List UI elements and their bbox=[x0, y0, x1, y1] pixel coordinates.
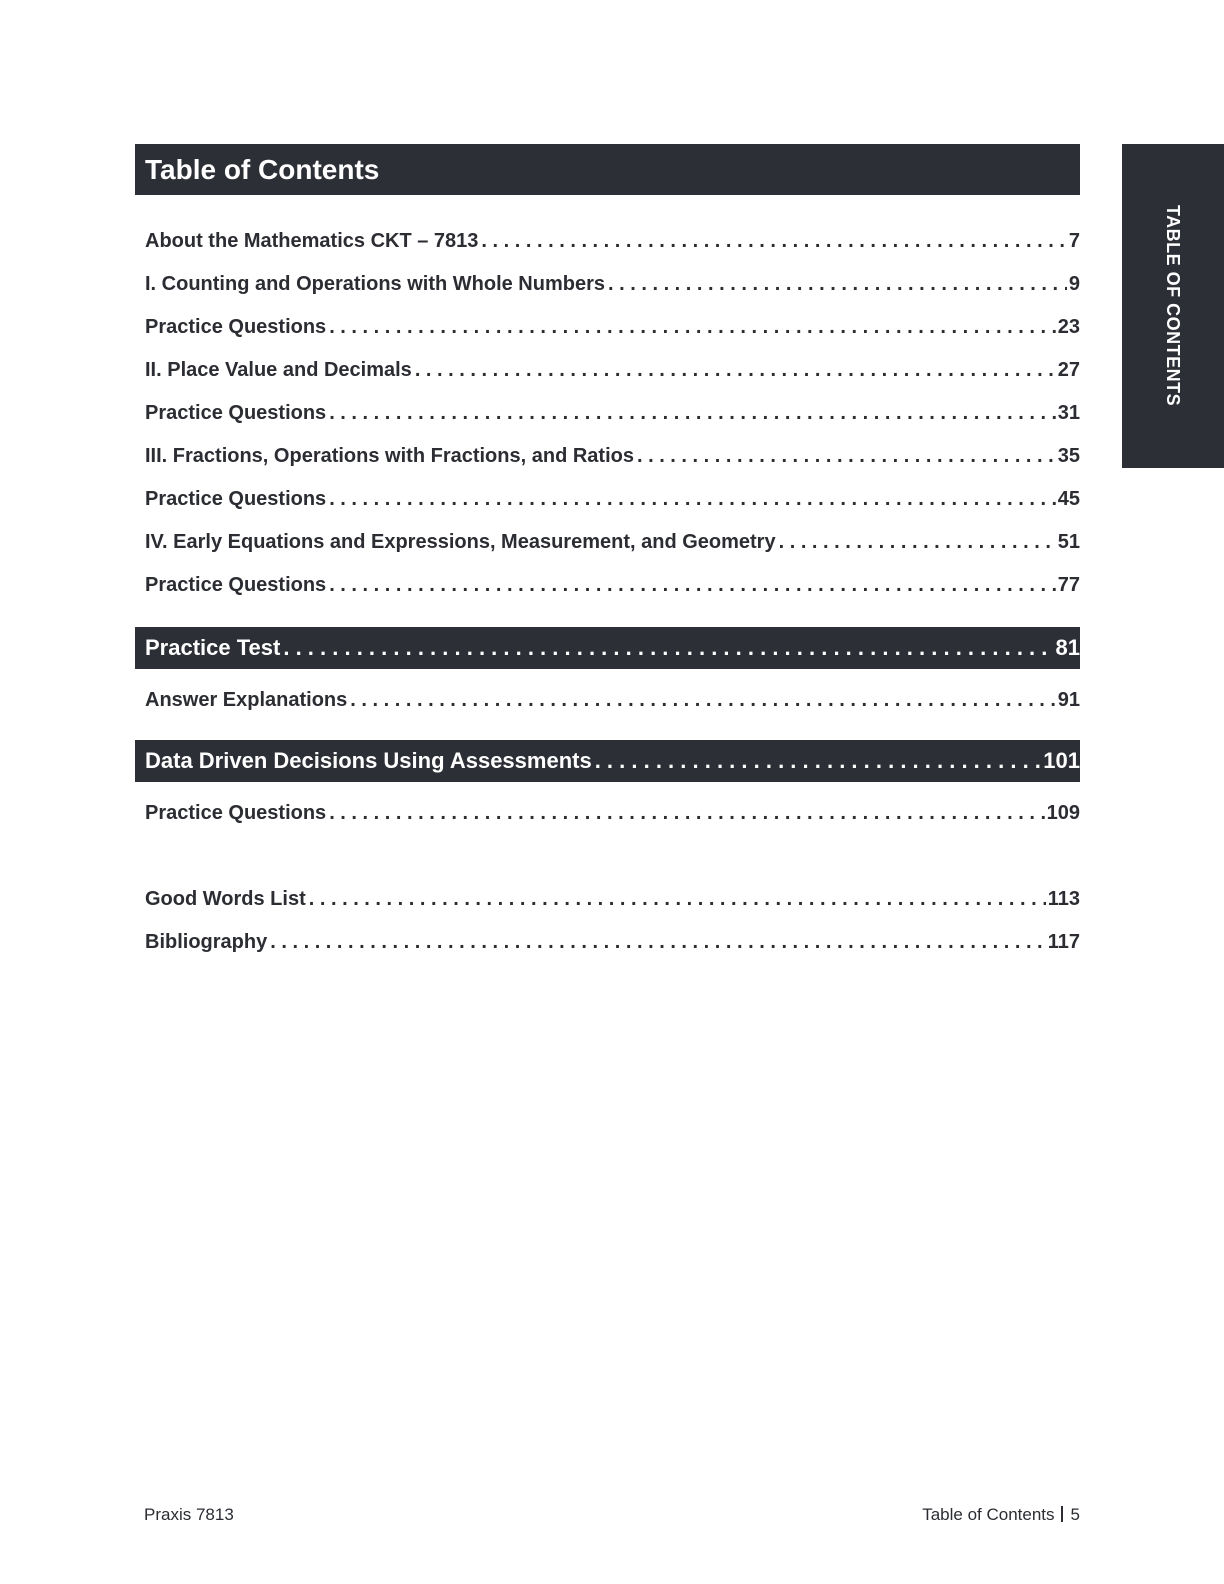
dot-leader bbox=[309, 887, 1046, 911]
toc-entry-label: Practice Questions bbox=[145, 316, 327, 338]
toc-entry-label: Practice Questions bbox=[145, 574, 327, 596]
toc-entry-data-driven-decisions[interactable] bbox=[135, 740, 1080, 782]
toc-entry-page: 113 bbox=[1047, 888, 1080, 910]
toc-entry-about[interactable] bbox=[135, 229, 1080, 253]
dot-leader bbox=[329, 801, 1044, 825]
toc-entry-section-1[interactable] bbox=[135, 272, 1080, 296]
dot-leader bbox=[270, 930, 1046, 954]
toc-entry-page: 23 bbox=[1057, 316, 1080, 338]
side-tab-label: TABLE OF CONTENTS bbox=[1163, 205, 1183, 407]
toc-entry-label: Practice Questions bbox=[145, 488, 327, 510]
toc-entry-label: Bibliography bbox=[145, 931, 268, 953]
dot-leader bbox=[350, 688, 1055, 712]
toc-entry-label: Good Words List bbox=[145, 888, 306, 910]
dot-leader bbox=[329, 487, 1056, 511]
dot-leader bbox=[779, 530, 1056, 554]
dot-leader bbox=[283, 636, 1053, 660]
toc-entry-section-2[interactable] bbox=[135, 358, 1080, 382]
footer-page-number: 5 bbox=[1070, 1505, 1080, 1524]
toc-entry-label: I. Counting and Operations with Whole Numbers bbox=[145, 273, 605, 295]
dot-leader bbox=[329, 315, 1056, 339]
toc-entry-practice-questions-1[interactable] bbox=[135, 315, 1080, 339]
dot-leader bbox=[608, 272, 1067, 296]
toc-entry-label: Practice Questions bbox=[145, 802, 327, 824]
toc-entry-page: 81 bbox=[1055, 635, 1080, 660]
toc-entry-page: 35 bbox=[1057, 445, 1080, 467]
toc-entry-section-3[interactable] bbox=[135, 444, 1080, 468]
dot-leader bbox=[481, 229, 1066, 253]
footer-divider bbox=[1061, 1506, 1063, 1522]
toc-entry-page: 101 bbox=[1043, 748, 1080, 773]
toc-entry-bibliography[interactable] bbox=[135, 930, 1080, 954]
page-title: Table of Contents bbox=[145, 153, 380, 185]
footer-document-name: Praxis 7813 bbox=[144, 1505, 234, 1524]
toc-entry-page: 109 bbox=[1046, 802, 1080, 824]
toc-entry-answer-explanations[interactable] bbox=[135, 688, 1080, 712]
toc-entry-page: 31 bbox=[1057, 402, 1080, 424]
toc-entry-label: Practice Questions bbox=[145, 402, 327, 424]
toc-entry-label: Answer Explanations bbox=[145, 689, 348, 711]
dot-leader bbox=[415, 358, 1056, 382]
toc-entry-page: 91 bbox=[1057, 689, 1080, 711]
toc-entry-page: 7 bbox=[1068, 230, 1080, 252]
toc-entry-label: About the Mathematics CKT – 7813 bbox=[145, 230, 479, 252]
toc-entry-practice-questions-2[interactable] bbox=[135, 401, 1080, 425]
page-title-bar bbox=[135, 144, 1080, 195]
toc-entry-page: 27 bbox=[1057, 359, 1080, 381]
toc-entry-page: 45 bbox=[1057, 488, 1080, 510]
toc-entry-label: IV. Early Equations and Expressions, Measurement, and Geometry bbox=[145, 531, 776, 553]
toc-entry-page: 51 bbox=[1057, 531, 1080, 553]
dot-leader bbox=[329, 573, 1056, 597]
toc-entry-practice-questions-3[interactable] bbox=[135, 487, 1080, 511]
toc-entry-label: II. Place Value and Decimals bbox=[145, 359, 412, 381]
toc-entry-label: Practice Test bbox=[145, 635, 281, 660]
footer-section-name: Table of Contents bbox=[922, 1505, 1055, 1524]
toc-entry-page: 77 bbox=[1057, 574, 1080, 596]
toc-entry-label: Data Driven Decisions Using Assessments bbox=[145, 748, 592, 773]
toc-entry-practice-questions-5[interactable] bbox=[135, 801, 1080, 825]
dot-leader bbox=[595, 749, 1042, 773]
dot-leader bbox=[637, 444, 1056, 468]
toc-entry-practice-questions-4[interactable] bbox=[135, 573, 1080, 597]
toc-entry-practice-test[interactable] bbox=[135, 627, 1080, 669]
toc-entry-page: 117 bbox=[1047, 931, 1080, 953]
toc-entry-section-4[interactable] bbox=[135, 530, 1080, 554]
toc-entry-label: III. Fractions, Operations with Fractions, and Ratios bbox=[145, 445, 634, 467]
dot-leader bbox=[329, 401, 1056, 425]
toc-entry-page: 9 bbox=[1068, 273, 1080, 295]
footer-page-info bbox=[922, 1505, 1080, 1525]
toc-entry-good-words-list[interactable] bbox=[135, 887, 1080, 911]
